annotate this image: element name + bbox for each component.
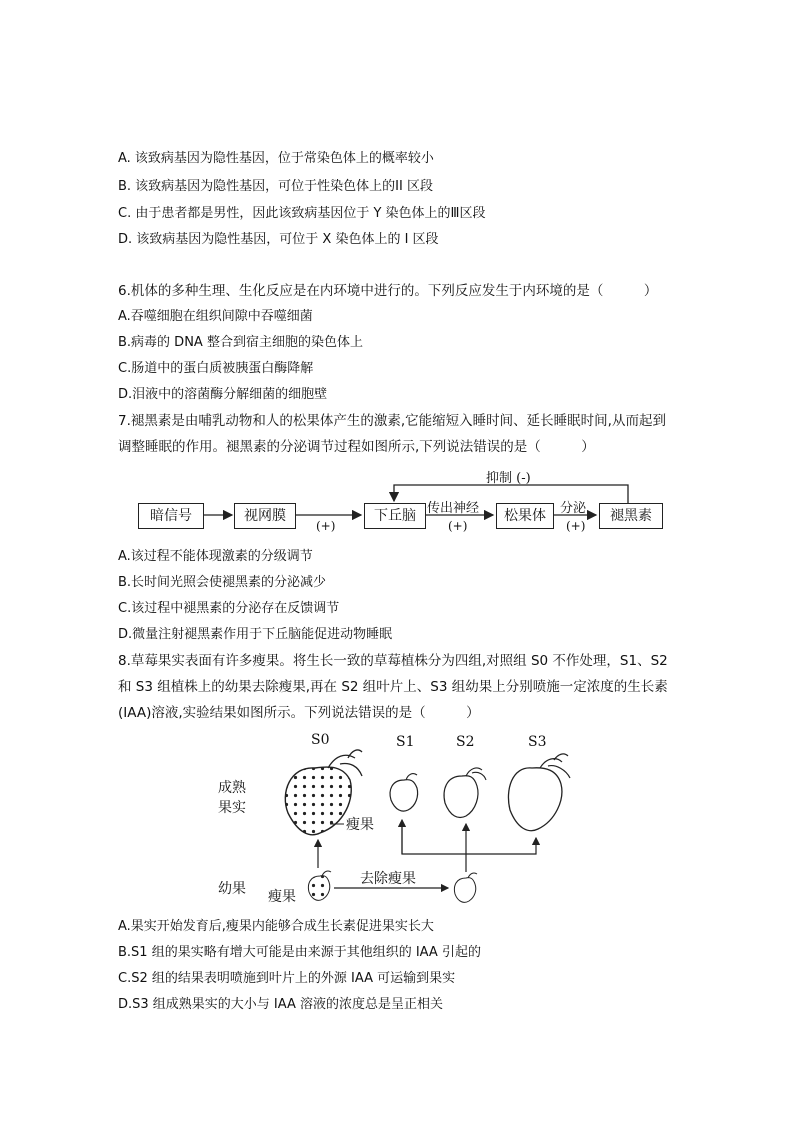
q7-stem: 7.褪黑素是由哺乳动物和人的松果体产生的激素,它能缩短入睡时间、延长睡眠时间,从而起到调整睡眠的作用。褪黑素的分泌调节过程如图所示,下列说法错误的是（ ） <box>118 413 666 455</box>
q6-option-b: B.病毒的 DNA 整合到宿主细胞的染色体上 <box>118 335 363 350</box>
arrow-to-s3 <box>402 824 536 854</box>
q6-option-c: C.肠道中的蛋白质被胰蛋白酶降解 <box>118 361 314 376</box>
label-s1: S1 <box>396 734 415 750</box>
q5-option-a: A. 该致病基因为隐性基因，位于常染色体上的概率较小 <box>118 151 434 166</box>
box-hypothalamus: 下丘脑 <box>364 503 426 529</box>
box-melatonin: 褪黑素 <box>599 503 663 529</box>
strawberry-s2 <box>444 768 486 817</box>
label-inhibit: 抑制 (-) <box>486 471 531 486</box>
q6-stem: 6.机体的多种生理、生化反应是在内环境中进行的。下列反应发生于内环境的是（ ） <box>118 283 658 299</box>
box-dark-signal: 暗信号 <box>138 503 204 529</box>
box-pineal: 松果体 <box>496 503 554 529</box>
q7-option-b: B.长时间光照会使褪黑素的分泌减少 <box>118 575 327 590</box>
label-s2: S2 <box>456 734 475 750</box>
label-s3: S3 <box>528 734 547 750</box>
strawberry-s3 <box>508 754 570 831</box>
label-secrete: 分泌 <box>560 501 587 516</box>
q5-option-c: C. 由于患者都是男性，因此该致病基因位于 Y 染色体上的Ⅲ区段 <box>118 206 486 221</box>
q7-option-d: D.微量注射褪黑素作用于下丘脑能促进动物睡眠 <box>118 627 393 642</box>
strawberry-s1 <box>390 774 418 811</box>
q8-option-c: C.S2 组的结果表明喷施到叶片上的外源 IAA 可运输到果实 <box>118 971 456 986</box>
label-efferent-nerve: 传出神经 <box>427 501 480 516</box>
label-plus-1: (+) <box>316 519 336 533</box>
q5-option-b: B. 该致病基因为隐性基因，可位于性染色体上的II 区段 <box>118 179 433 194</box>
label-achene-s0: 瘦果 <box>346 817 374 833</box>
q5-option-d: D. 该致病基因为隐性基因，可位于 X 染色体上的 I 区段 <box>118 232 439 247</box>
label-s0: S0 <box>311 732 330 748</box>
box-retina: 视网膜 <box>234 503 296 529</box>
q7-option-a: A.该过程不能体现激素的分级调节 <box>118 549 313 564</box>
melatonin-flow-diagram <box>138 465 698 545</box>
q7-option-c: C.该过程中褪黑素的分泌存在反馈调节 <box>118 601 340 616</box>
label-remove-achenes: 去除瘦果 <box>360 871 416 887</box>
q6-option-a: A.吞噬细胞在组织间隙中吞噬细菌 <box>118 309 313 324</box>
young-fruit-achenes <box>308 871 331 900</box>
q8-option-a: A.果实开始发育后,瘦果内能够合成生长素促进果实长大 <box>118 919 434 934</box>
label-young-fruit: 幼果 <box>218 881 246 897</box>
label-plus-2: (+) <box>448 519 468 533</box>
q8-option-d: D.S3 组成熟果实的大小与 IAA 溶液的浓度总是呈正相关 <box>118 997 444 1012</box>
strawberry-figure <box>210 728 610 908</box>
q8-option-b: B.S1 组的果实略有增大可能是由来源于其他组织的 IAA 引起的 <box>118 945 481 960</box>
q8-stem: 8.草莓果实表面有许多瘦果。将生长一致的草莓植株分为四组,对照组 S0 不作处理，S1、S2 和 S3 组植株上的幼果去除瘦果,再在 S2 组叶片上、S3 组幼果上分别喷施一定浓度的生长素(IAA)溶液,实验结果如图所示。下列说法错误的是（ ） <box>118 653 668 721</box>
label-mature-fruit: 成熟 果实 <box>218 780 246 816</box>
q6-option-d: D.泪液中的溶菌酶分解细菌的细胞壁 <box>118 387 328 402</box>
young-fruit-removed <box>454 873 477 902</box>
label-plus-3: (+) <box>566 519 586 533</box>
label-achene-young: 瘦果 <box>268 889 296 905</box>
